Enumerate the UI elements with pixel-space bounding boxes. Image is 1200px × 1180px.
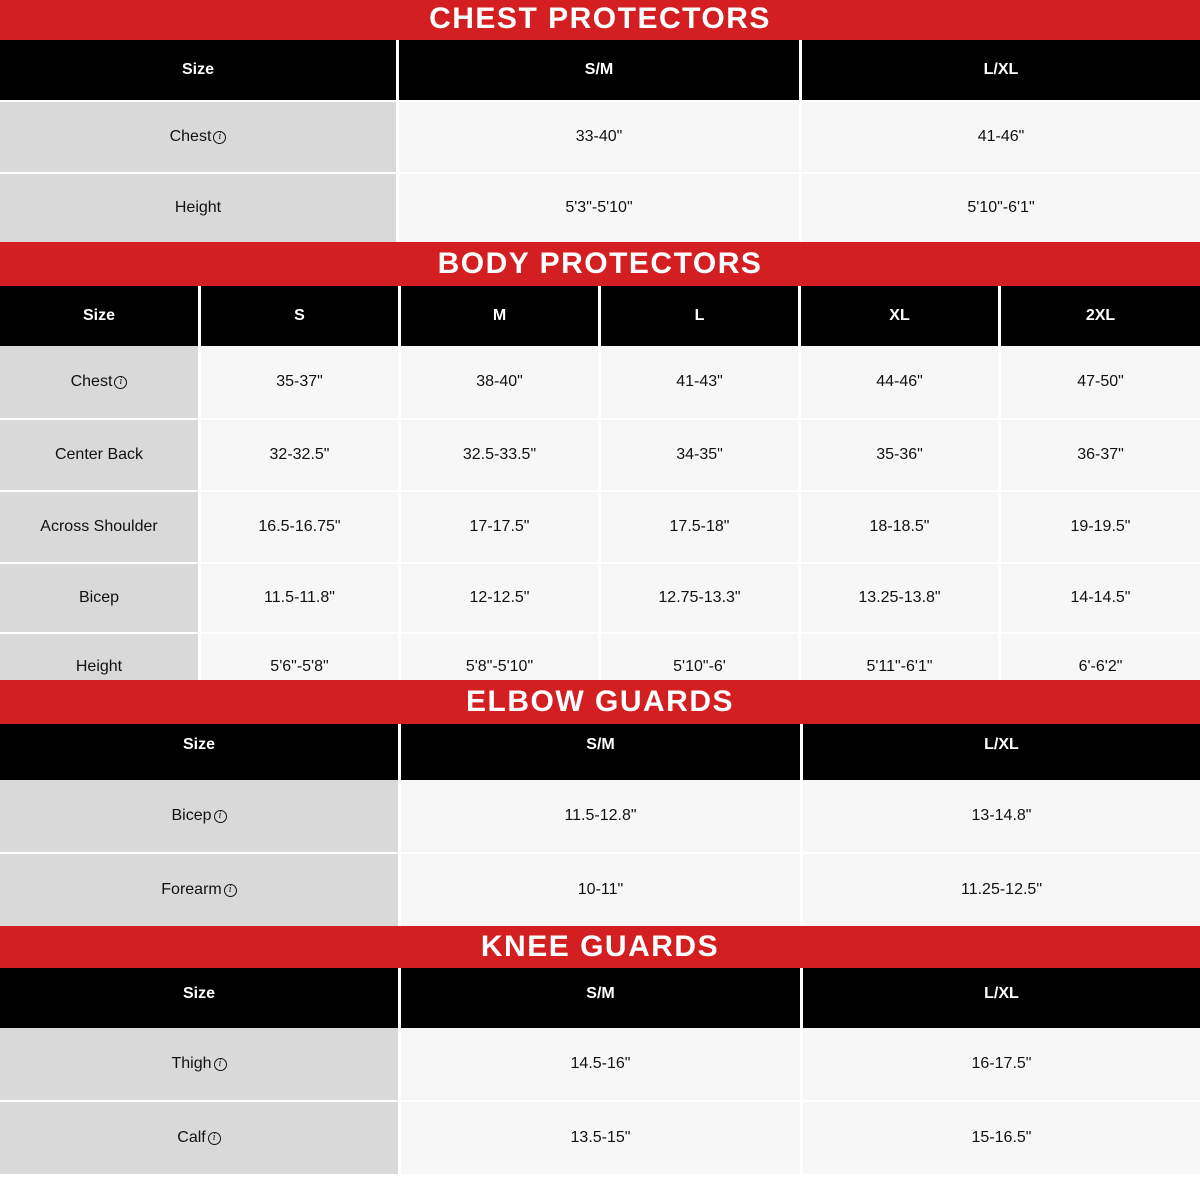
chest-protectors-section xyxy=(0,0,1200,242)
row-label-text: Thigh xyxy=(171,1055,212,1072)
value-cell: 11.25-12.5" xyxy=(800,854,1200,926)
info-circle-icon[interactable]: i xyxy=(208,1132,221,1145)
value-cell: 41-46" xyxy=(799,102,1200,172)
header-2xl: 2XL xyxy=(998,286,1200,346)
value-cell: 11.5-12.8" xyxy=(398,780,800,852)
value-cell: 5'11"-6'1" xyxy=(798,634,998,680)
value-cell: 14-14.5" xyxy=(998,564,1200,632)
header-xl: XL xyxy=(798,286,998,346)
info-circle-icon[interactable]: i xyxy=(214,810,227,823)
info-circle-icon[interactable]: i xyxy=(114,376,127,389)
row-label-bicep xyxy=(0,780,398,852)
value-cell: 13.25-13.8" xyxy=(798,564,998,632)
row-label-text: Bicep xyxy=(171,807,212,824)
table-row xyxy=(0,632,1200,680)
row-label-text: Chest xyxy=(169,128,212,145)
header-size: Size xyxy=(0,40,396,100)
knee-guards-section xyxy=(0,926,1200,1174)
info-circle-icon[interactable]: i xyxy=(213,131,226,144)
value-cell: 47-50" xyxy=(998,346,1200,418)
value-cell: 19-19.5" xyxy=(998,492,1200,562)
body-protectors-section xyxy=(0,242,1200,680)
value-cell: 41-43" xyxy=(598,346,798,418)
value-cell: 38-40" xyxy=(398,346,598,418)
knee-guards-title: KNEE GUARDS xyxy=(0,926,1200,968)
header-l: L xyxy=(598,286,798,346)
table-row xyxy=(0,1100,1200,1174)
table-row xyxy=(0,172,1200,242)
header-lxl: L/XL xyxy=(800,724,1200,780)
header-size: Size xyxy=(0,286,198,346)
value-cell: 12.75-13.3" xyxy=(598,564,798,632)
row-label-text: Calf xyxy=(177,1129,206,1146)
row-label-text: Chest xyxy=(70,373,113,390)
value-cell: 35-36" xyxy=(798,420,998,490)
row-label-forearm xyxy=(0,854,398,926)
table-row xyxy=(0,346,1200,418)
value-cell: 17.5-18" xyxy=(598,492,798,562)
row-label-chest xyxy=(0,102,396,172)
value-cell: 5'8"-5'10" xyxy=(398,634,598,680)
header-size: Size xyxy=(0,968,398,1028)
table-header-row xyxy=(0,724,1200,780)
row-label-height: Height xyxy=(0,174,396,242)
table-row xyxy=(0,418,1200,490)
elbow-guards-title: ELBOW GUARDS xyxy=(0,680,1200,724)
table-row xyxy=(0,780,1200,852)
header-m: M xyxy=(398,286,598,346)
value-cell: 5'10"-6'1" xyxy=(799,174,1200,242)
value-cell: 16-17.5" xyxy=(800,1028,1200,1100)
value-cell: 6'-6'2" xyxy=(998,634,1200,680)
value-cell: 14.5-16" xyxy=(398,1028,800,1100)
value-cell: 5'6"-5'8" xyxy=(198,634,398,680)
value-cell: 15-16.5" xyxy=(800,1102,1200,1174)
value-cell: 11.5-11.8" xyxy=(198,564,398,632)
value-cell: 35-37" xyxy=(198,346,398,418)
value-cell: 10-11" xyxy=(398,854,800,926)
table-row xyxy=(0,100,1200,172)
header-sm: S/M xyxy=(398,968,800,1028)
table-row xyxy=(0,490,1200,562)
elbow-guards-section xyxy=(0,680,1200,926)
row-label-calf xyxy=(0,1102,398,1174)
table-header-row xyxy=(0,286,1200,346)
value-cell: 16.5-16.75" xyxy=(198,492,398,562)
row-label-text: Forearm xyxy=(161,881,222,898)
value-cell: 17-17.5" xyxy=(398,492,598,562)
row-label-bicep: Bicep xyxy=(0,564,198,632)
header-sm: S/M xyxy=(396,40,799,100)
info-circle-icon[interactable]: i xyxy=(214,1058,227,1071)
value-cell: 18-18.5" xyxy=(798,492,998,562)
header-sm: S/M xyxy=(398,724,800,780)
table-row xyxy=(0,562,1200,632)
value-cell: 13-14.8" xyxy=(800,780,1200,852)
value-cell: 32.5-33.5" xyxy=(398,420,598,490)
value-cell: 44-46" xyxy=(798,346,998,418)
info-circle-icon[interactable]: i xyxy=(224,884,237,897)
row-label-height: Height xyxy=(0,634,198,680)
value-cell: 12-12.5" xyxy=(398,564,598,632)
table-row xyxy=(0,1028,1200,1100)
table-header-row xyxy=(0,40,1200,100)
chest-protectors-title: CHEST PROTECTORS xyxy=(0,0,1200,40)
value-cell: 33-40" xyxy=(396,102,799,172)
row-label-thigh xyxy=(0,1028,398,1100)
value-cell: 5'3"-5'10" xyxy=(396,174,799,242)
header-size: Size xyxy=(0,724,398,780)
header-lxl: L/XL xyxy=(800,968,1200,1028)
value-cell: 32-32.5" xyxy=(198,420,398,490)
table-row xyxy=(0,852,1200,926)
value-cell: 36-37" xyxy=(998,420,1200,490)
header-s: S xyxy=(198,286,398,346)
row-label-center-back: Center Back xyxy=(0,420,198,490)
body-protectors-title: BODY PROTECTORS xyxy=(0,242,1200,286)
table-header-row xyxy=(0,968,1200,1028)
value-cell: 13.5-15" xyxy=(398,1102,800,1174)
row-label-chest xyxy=(0,346,198,418)
value-cell: 5'10"-6' xyxy=(598,634,798,680)
value-cell: 34-35" xyxy=(598,420,798,490)
row-label-across-shoulder: Across Shoulder xyxy=(0,492,198,562)
header-lxl: L/XL xyxy=(799,40,1200,100)
